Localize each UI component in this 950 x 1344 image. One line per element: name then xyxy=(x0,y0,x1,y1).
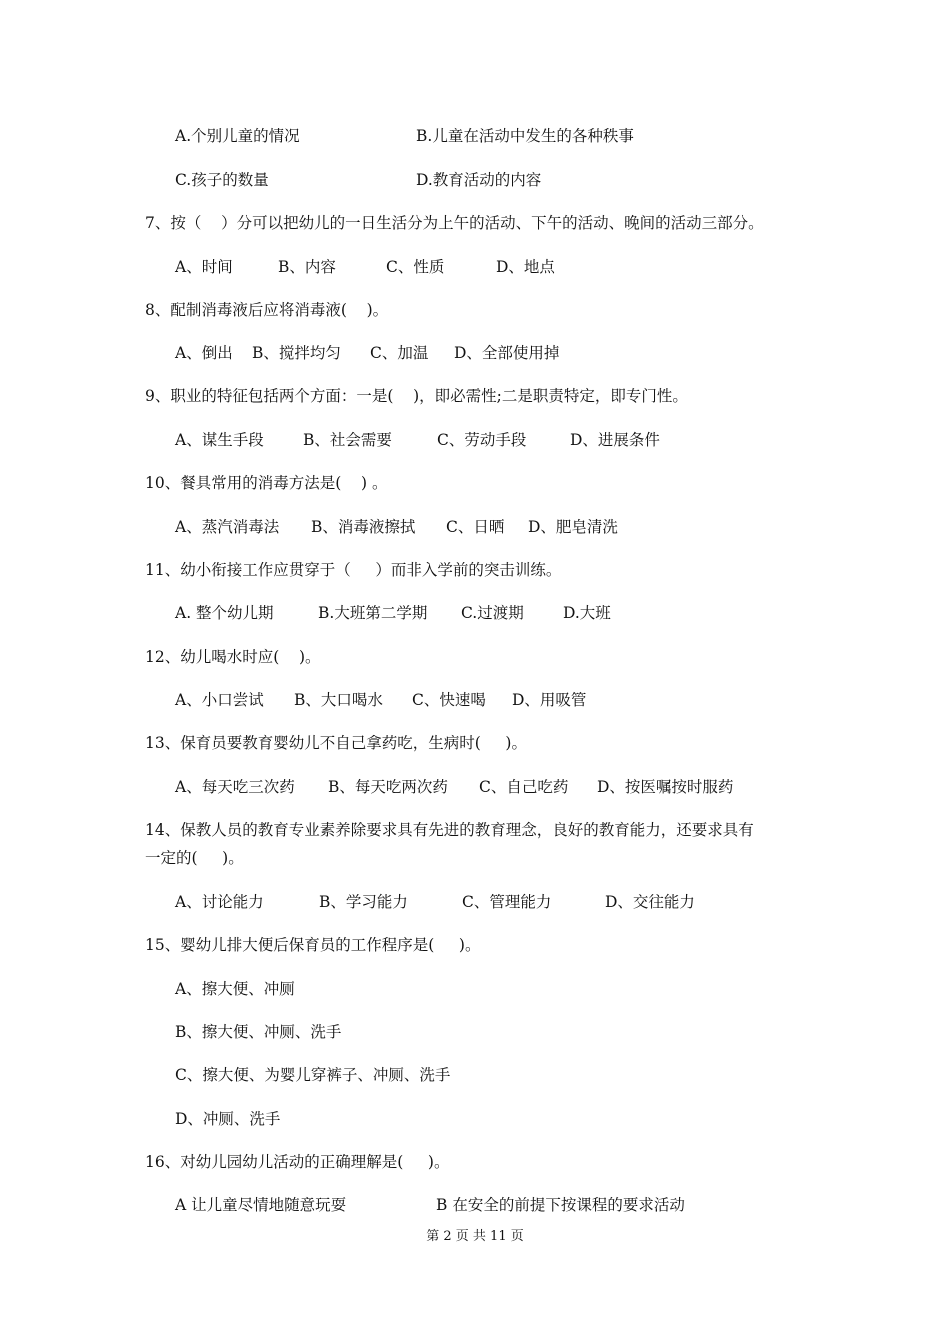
option-text: A、每天吃三次药 xyxy=(175,778,295,796)
question-text: 10、餐具常用的消毒方法是( ) 。 xyxy=(145,474,388,492)
option-text: D.大班 xyxy=(563,604,611,622)
option-text: B、学习能力 xyxy=(319,893,408,911)
option-text: D、进展条件 xyxy=(570,431,660,449)
option-text: A. 整个幼儿期 xyxy=(175,604,274,622)
option-text: B、消毒液擦拭 xyxy=(311,518,416,536)
option-text: B 在安全的前提下按课程的要求活动 xyxy=(436,1196,685,1214)
option-text: A.个别儿童的情况 xyxy=(175,127,300,145)
option-text: B、每天吃两次药 xyxy=(328,778,448,796)
option-text: C、自己吃药 xyxy=(479,778,569,796)
option-text: B、社会需要 xyxy=(303,431,392,449)
option-text: A、擦大便、冲厕 xyxy=(175,980,295,998)
option-text: A、谋生手段 xyxy=(175,431,264,449)
option-text: B.大班第二学期 xyxy=(318,604,428,622)
option-text: C.孩子的数量 xyxy=(175,171,269,189)
option-text: D、地点 xyxy=(496,258,555,276)
question-text: 11、幼小衔接工作应贯穿于（ ）而非入学前的突击训练。 xyxy=(145,561,562,579)
question-text: 16、对幼儿园幼儿活动的正确理解是( )。 xyxy=(145,1153,450,1171)
option-text: A、小口尝试 xyxy=(175,691,264,709)
question-text: 14、保教人员的教育专业素养除要求具有先进的教育理念，良好的教育能力，还要求具有 xyxy=(145,821,754,839)
option-text: D、交往能力 xyxy=(605,893,695,911)
option-text: D、肥皂清洗 xyxy=(528,518,618,536)
question-text: 7、按（ ）分可以把幼儿的一日生活分为上午的活动、下午的活动、晚间的活动三部分。 xyxy=(145,214,764,232)
option-text: C.过渡期 xyxy=(461,604,524,622)
option-text: C、管理能力 xyxy=(462,893,552,911)
option-text: D、按医嘱按时服药 xyxy=(597,778,734,796)
option-text: D.教育活动的内容 xyxy=(416,171,542,189)
option-text: B、大口喝水 xyxy=(294,691,383,709)
option-text: A、讨论能力 xyxy=(175,893,264,911)
page-footer: 第 2 页 共 11 页 xyxy=(426,1229,524,1244)
question-text: 15、婴幼儿排大便后保育员的工作程序是( )。 xyxy=(145,936,481,954)
option-text: B、内容 xyxy=(278,258,336,276)
option-text: C、劳动手段 xyxy=(437,431,527,449)
option-text: C、日晒 xyxy=(446,518,505,536)
option-text: B、搅拌均匀 xyxy=(252,344,341,362)
question-text: 8、配制消毒液后应将消毒液( )。 xyxy=(145,301,389,319)
option-text: C、加温 xyxy=(370,344,429,362)
option-text: A 让儿童尽情地随意玩耍 xyxy=(175,1196,347,1214)
question-text: 12、幼儿喝水时应( )。 xyxy=(145,648,321,666)
option-text: D、用吸管 xyxy=(512,691,587,709)
option-text: A、时间 xyxy=(175,258,233,276)
option-text: A、蒸汽消毒法 xyxy=(175,518,280,536)
option-text: C、快速喝 xyxy=(412,691,486,709)
option-text: D、冲厕、洗手 xyxy=(175,1110,281,1128)
option-text: C、擦大便、为婴儿穿裤子、冲厕、洗手 xyxy=(175,1066,451,1084)
question-text: 9、职业的特征包括两个方面：一是( )，即必需性;二是职责特定，即专门性。 xyxy=(145,387,688,405)
question-text: 一定的( )。 xyxy=(145,849,244,867)
question-text: 13、保育员要教育婴幼儿不自己拿药吃，生病时( )。 xyxy=(145,734,527,752)
option-text: B.儿童在活动中发生的各种秩事 xyxy=(416,127,634,145)
option-text: D、全部使用掉 xyxy=(454,344,560,362)
option-text: C、性质 xyxy=(386,258,445,276)
option-text: A、倒出 xyxy=(175,344,233,362)
option-text: B、擦大便、冲厕、洗手 xyxy=(175,1023,342,1041)
